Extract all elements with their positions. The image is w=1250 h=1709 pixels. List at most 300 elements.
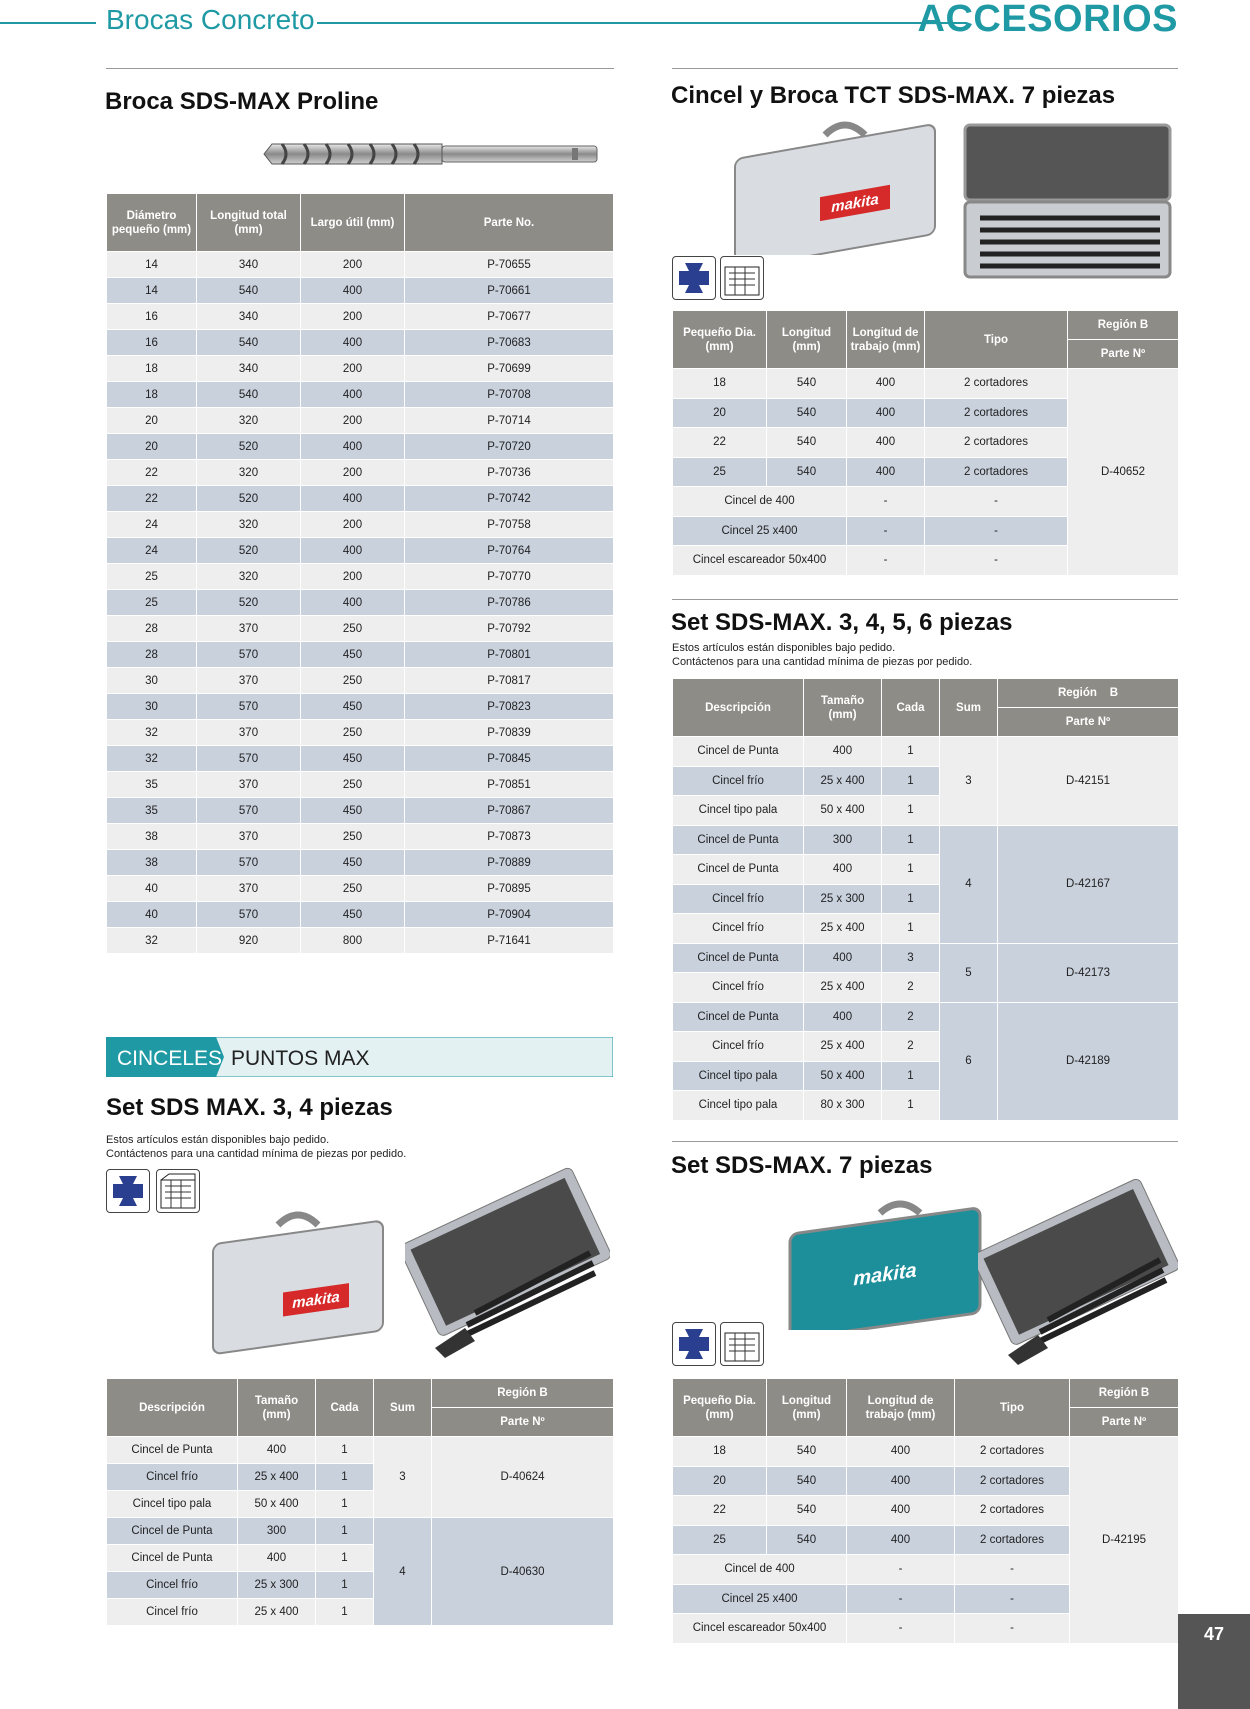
table-cell: 22 xyxy=(107,486,197,512)
table-cell: - xyxy=(847,1614,955,1644)
table-cell: - xyxy=(847,1584,955,1614)
table-cell: P-70845 xyxy=(405,746,614,772)
set34-table xyxy=(106,1378,614,1626)
table-header-row xyxy=(107,194,614,252)
table-cell: 400 xyxy=(238,1437,316,1464)
proline-table xyxy=(106,193,614,954)
table-cell: 540 xyxy=(767,369,847,399)
table-cell: - xyxy=(925,546,1068,576)
table-cell: 370 xyxy=(197,772,301,798)
table-row xyxy=(107,720,614,746)
table-cell: 540 xyxy=(767,1525,847,1555)
table-cell: 570 xyxy=(197,694,301,720)
table-cell: - xyxy=(955,1614,1070,1644)
table-cell: 16 xyxy=(107,304,197,330)
table-row xyxy=(673,1437,1179,1467)
table-cell: 400 xyxy=(301,486,405,512)
table-row xyxy=(673,825,1179,855)
table-cell: 2 xyxy=(882,1032,940,1062)
table-cell: 40 xyxy=(107,876,197,902)
table-cell: 2 xyxy=(882,973,940,1003)
table-cell: - xyxy=(925,516,1068,546)
table-cell: 24 xyxy=(107,512,197,538)
table-cell: 320 xyxy=(197,512,301,538)
table-cell: 450 xyxy=(301,798,405,824)
table-row xyxy=(673,1002,1179,1032)
table-cell: - xyxy=(847,1555,955,1585)
table-cell: 400 xyxy=(847,1437,955,1467)
table-cell: 540 xyxy=(767,1437,847,1467)
open-case-image xyxy=(405,1163,610,1363)
table-cell: 400 xyxy=(847,398,925,428)
col-header: Sum xyxy=(374,1379,432,1437)
col-header: Pequeño Dia. (mm) xyxy=(673,311,767,369)
table-cell: 400 xyxy=(847,428,925,458)
table-cell: - xyxy=(847,546,925,576)
col-header: Tamaño (mm) xyxy=(238,1379,316,1437)
table-cell: 520 xyxy=(197,590,301,616)
table-cell: 20 xyxy=(107,434,197,460)
table-cell: Cincel de Punta xyxy=(107,1437,238,1464)
table-cell: 570 xyxy=(197,642,301,668)
table-cell: 25 x 300 xyxy=(804,884,882,914)
table-cell: 32 xyxy=(107,720,197,746)
table-cell: 250 xyxy=(301,720,405,746)
table-cell: 1 xyxy=(882,1061,940,1091)
table-cell: D-40624 xyxy=(432,1437,614,1518)
table-cell: 320 xyxy=(197,408,301,434)
table-cell: 570 xyxy=(197,798,301,824)
table-cell: 340 xyxy=(197,356,301,382)
table-cell: P-70708 xyxy=(405,382,614,408)
table-row xyxy=(107,746,614,772)
table-cell: 25 x 300 xyxy=(238,1572,316,1599)
table-cell: P-70764 xyxy=(405,538,614,564)
table-row xyxy=(107,668,614,694)
table-cell: 300 xyxy=(804,825,882,855)
cinceles-banner xyxy=(106,1037,613,1077)
table-cell: 18 xyxy=(673,1437,767,1467)
table-cell: 400 xyxy=(301,434,405,460)
table-cell: 30 xyxy=(107,668,197,694)
page-number xyxy=(1178,1614,1250,1709)
table-cell: Cincel de Punta xyxy=(673,855,804,885)
table-cell: 2 cortadores xyxy=(925,428,1068,458)
table-cell: 50 x 400 xyxy=(804,796,882,826)
table-cell: 25 xyxy=(107,564,197,590)
table-cell: P-70839 xyxy=(405,720,614,746)
table-cell: 1 xyxy=(316,1491,374,1518)
silver-case-image xyxy=(730,115,940,255)
table-cell: 540 xyxy=(767,428,847,458)
table-cell: 200 xyxy=(301,304,405,330)
table-cell: 200 xyxy=(301,408,405,434)
col-header: Cada xyxy=(882,679,940,737)
table-cell: 18 xyxy=(107,356,197,382)
table-row xyxy=(107,772,614,798)
table-cell: 22 xyxy=(107,460,197,486)
proline-title: Broca SDS-MAX Proline xyxy=(105,88,379,115)
table-row xyxy=(107,434,614,460)
note-line: Estos artículos están disponibles bajo pedido. xyxy=(672,642,896,654)
table-cell: Cincel de Punta xyxy=(107,1518,238,1545)
table-cell: 200 xyxy=(301,460,405,486)
table-cell: P-70720 xyxy=(405,434,614,460)
col-header: Tipo xyxy=(925,311,1068,369)
table-cell: Cincel frío xyxy=(673,884,804,914)
table-cell: 370 xyxy=(197,876,301,902)
table-cell: 20 xyxy=(673,398,767,428)
table-header-row xyxy=(673,311,1179,340)
table-row xyxy=(107,460,614,486)
table-cell: 2 xyxy=(882,1002,940,1032)
table-cell: 25 x 400 xyxy=(238,1464,316,1491)
table-cell: - xyxy=(955,1584,1070,1614)
table-cell: 35 xyxy=(107,798,197,824)
col-header: Largo útil (mm) xyxy=(301,194,405,252)
table-cell: 400 xyxy=(301,382,405,408)
table-cell: 400 xyxy=(847,1466,955,1496)
table-row xyxy=(107,798,614,824)
table-cell: Cincel tipo pala xyxy=(673,1061,804,1091)
table-cell: 18 xyxy=(107,382,197,408)
table-row xyxy=(107,304,614,330)
table-cell: Cincel de Punta xyxy=(673,737,804,767)
note-line: Contáctenos para una cantidad mínima de piezas por pedido. xyxy=(672,656,973,668)
table-cell: P-70786 xyxy=(405,590,614,616)
table-cell: 400 xyxy=(301,278,405,304)
set3456-note xyxy=(672,641,972,669)
table-cell: Cincel de Punta xyxy=(673,825,804,855)
table-cell: 3 xyxy=(882,943,940,973)
table-cell: 400 xyxy=(847,457,925,487)
concrete-material-icon xyxy=(156,1169,200,1213)
table-cell: P-70817 xyxy=(405,668,614,694)
table-cell: 2 cortadores xyxy=(955,1496,1070,1526)
table-cell: 400 xyxy=(804,855,882,885)
table-cell: Cincel escareador 50x400 xyxy=(673,546,847,576)
table-cell: 25 xyxy=(673,1525,767,1555)
col-header: Tipo xyxy=(955,1379,1070,1437)
table-row xyxy=(107,590,614,616)
table-row xyxy=(107,356,614,382)
table-cell: 1 xyxy=(316,1464,374,1491)
table-cell: 14 xyxy=(107,278,197,304)
table-cell: P-70661 xyxy=(405,278,614,304)
table-cell: 450 xyxy=(301,642,405,668)
table-cell: 35 xyxy=(107,772,197,798)
table-cell: 38 xyxy=(107,850,197,876)
table-row xyxy=(107,902,614,928)
table-cell: 2 cortadores xyxy=(925,398,1068,428)
table-row xyxy=(107,512,614,538)
table-cell: 320 xyxy=(197,564,301,590)
table-row xyxy=(107,252,614,278)
table-cell: 25 x 400 xyxy=(804,973,882,1003)
table-cell: Cincel de 400 xyxy=(673,1555,847,1585)
makita-logo: makita xyxy=(853,1259,917,1291)
banner-left-text: CINCELES xyxy=(117,1047,223,1070)
table-cell: Cincel frío xyxy=(107,1599,238,1626)
table-row xyxy=(107,1518,614,1545)
table-cell: 400 xyxy=(301,590,405,616)
concrete-material-icon xyxy=(720,256,764,300)
col-header: Longitud (mm) xyxy=(767,1379,847,1437)
table-cell: 1 xyxy=(882,884,940,914)
table-cell: P-70867 xyxy=(405,798,614,824)
col-header: Región B xyxy=(1068,311,1179,340)
table-cell: Cincel frío xyxy=(673,766,804,796)
table-row xyxy=(107,564,614,590)
table-cell: 2 cortadores xyxy=(955,1466,1070,1496)
table-row xyxy=(673,943,1179,973)
table-cell: 400 xyxy=(847,1496,955,1526)
table-cell: 25 x 400 xyxy=(804,1032,882,1062)
table-cell: 1 xyxy=(316,1437,374,1464)
table-cell: Cincel frío xyxy=(107,1572,238,1599)
table-cell: Cincel tipo pala xyxy=(673,796,804,826)
table-cell: P-70736 xyxy=(405,460,614,486)
table-cell: Cincel tipo pala xyxy=(107,1491,238,1518)
table-cell: 540 xyxy=(767,1466,847,1496)
col-header: Parte Nº xyxy=(1068,340,1179,369)
table-cell: - xyxy=(955,1555,1070,1585)
table-cell: 920 xyxy=(197,928,301,954)
table-cell: 400 xyxy=(804,737,882,767)
table-cell: P-70677 xyxy=(405,304,614,330)
table-cell: 570 xyxy=(197,902,301,928)
table-cell: 16 xyxy=(107,330,197,356)
table-cell: 25 x 400 xyxy=(238,1599,316,1626)
table-header-row xyxy=(673,1379,1179,1408)
table-cell: 400 xyxy=(238,1545,316,1572)
table-cell: 32 xyxy=(107,928,197,954)
table-cell: Cincel escareador 50x400 xyxy=(673,1614,847,1644)
table-cell: 3 xyxy=(374,1437,432,1518)
table-cell: P-70742 xyxy=(405,486,614,512)
table-cell: 4 xyxy=(940,825,998,943)
table-cell: D-42151 xyxy=(998,737,1179,826)
table-cell: 50 x 400 xyxy=(804,1061,882,1091)
col-header: Región B xyxy=(432,1379,614,1408)
table-cell: 540 xyxy=(197,330,301,356)
table-header-row xyxy=(673,679,1179,708)
table-cell: 28 xyxy=(107,642,197,668)
section-rule xyxy=(672,1141,1178,1142)
table-cell: 400 xyxy=(804,1002,882,1032)
header-line-left xyxy=(0,22,96,24)
table-cell: 540 xyxy=(767,457,847,487)
makita-logo: makita xyxy=(831,190,879,217)
table-row xyxy=(107,616,614,642)
col-header: Región B xyxy=(1070,1379,1179,1408)
table-cell: 38 xyxy=(107,824,197,850)
table-row xyxy=(107,642,614,668)
table-cell: 6 xyxy=(940,1002,998,1120)
table-cell: 22 xyxy=(673,428,767,458)
set34-title: Set SDS MAX. 3, 4 piezas xyxy=(106,1094,393,1121)
col-header: Longitud de trabajo (mm) xyxy=(847,1379,955,1437)
silver-case-image xyxy=(208,1205,388,1360)
table-cell: 520 xyxy=(197,538,301,564)
table-cell: 2 cortadores xyxy=(955,1525,1070,1555)
sds-max-shank-icon xyxy=(672,1322,716,1366)
table-cell: 300 xyxy=(238,1518,316,1545)
region-code: B xyxy=(1109,687,1119,699)
col-header: Diámetro pequeño (mm) xyxy=(107,194,197,252)
table-cell: 250 xyxy=(301,616,405,642)
table-row xyxy=(107,278,614,304)
set7-title: Set SDS-MAX. 7 piezas xyxy=(671,1152,933,1179)
table-cell: 450 xyxy=(301,902,405,928)
table-row xyxy=(107,850,614,876)
table-cell: 370 xyxy=(197,720,301,746)
table-cell: - xyxy=(847,487,925,517)
table-cell: Cincel de Punta xyxy=(107,1545,238,1572)
page-number-text: 47 xyxy=(1203,1624,1225,1644)
header-line-right xyxy=(317,22,967,24)
table-cell: 25 x 400 xyxy=(804,914,882,944)
table-cell: 22 xyxy=(673,1496,767,1526)
table-cell: P-70770 xyxy=(405,564,614,590)
note-line: Estos artículos están disponibles bajo pedido. xyxy=(106,1134,330,1146)
banner-right-text: PUNTOS MAX xyxy=(231,1047,370,1070)
table-cell: 800 xyxy=(301,928,405,954)
table-cell: 14 xyxy=(107,252,197,278)
table-cell: 2 cortadores xyxy=(925,457,1068,487)
table-cell: 570 xyxy=(197,850,301,876)
col-header: Pequeño Dia. (mm) xyxy=(673,1379,767,1437)
table-cell: Cincel frío xyxy=(673,914,804,944)
table-cell: 40 xyxy=(107,902,197,928)
table-row xyxy=(107,876,614,902)
table-cell: D-42173 xyxy=(998,943,1179,1002)
table-row xyxy=(107,694,614,720)
teal-case-image xyxy=(785,1195,985,1330)
tct7-table xyxy=(672,310,1179,576)
table-cell: Cincel frío xyxy=(673,1032,804,1062)
table-cell: 400 xyxy=(301,538,405,564)
table-header-row xyxy=(107,1379,614,1408)
table-cell: 200 xyxy=(301,356,405,382)
table-cell: 2 cortadores xyxy=(955,1437,1070,1467)
table-cell: 250 xyxy=(301,668,405,694)
table-cell: P-70851 xyxy=(405,772,614,798)
table-cell: D-42189 xyxy=(998,1002,1179,1120)
table-cell: 520 xyxy=(197,434,301,460)
table-cell: 5 xyxy=(940,943,998,1002)
table-cell: 540 xyxy=(197,382,301,408)
table-cell: 370 xyxy=(197,668,301,694)
table-cell: 25 xyxy=(673,457,767,487)
section-rule xyxy=(106,68,614,69)
table-cell: P-70758 xyxy=(405,512,614,538)
section-rule xyxy=(672,68,1178,69)
table-cell: 20 xyxy=(673,1466,767,1496)
table-cell: P-70889 xyxy=(405,850,614,876)
table-cell: 250 xyxy=(301,876,405,902)
table-cell: 28 xyxy=(107,616,197,642)
table-cell: Cincel frío xyxy=(107,1464,238,1491)
table-cell: 80 x 300 xyxy=(804,1091,882,1121)
table-cell: 1 xyxy=(882,796,940,826)
col-header: Descripción xyxy=(673,679,804,737)
table-row xyxy=(107,1437,614,1464)
table-cell: 18 xyxy=(673,369,767,399)
table-cell: 50 x 400 xyxy=(238,1491,316,1518)
table-cell: P-70714 xyxy=(405,408,614,434)
table-cell: Cincel de Punta xyxy=(673,1002,804,1032)
drill-bit-image xyxy=(262,138,598,172)
table-cell: 400 xyxy=(847,369,925,399)
table-cell: 540 xyxy=(197,278,301,304)
col-header: Cada xyxy=(316,1379,374,1437)
table-cell: 3 xyxy=(940,737,998,826)
region-label: Región xyxy=(1057,687,1097,699)
table-cell: Cincel de 400 xyxy=(673,487,847,517)
makita-logo: makita xyxy=(292,1288,340,1313)
col-header: Parte Nº xyxy=(432,1408,614,1437)
set3456-title: Set SDS-MAX. 3, 4, 5, 6 piezas xyxy=(671,609,1013,636)
table-cell: 340 xyxy=(197,252,301,278)
set3456-table xyxy=(672,678,1179,1121)
table-cell: 25 xyxy=(107,590,197,616)
concrete-material-icon xyxy=(720,1322,764,1366)
table-cell: Cincel de Punta xyxy=(673,943,804,973)
table-cell: 30 xyxy=(107,694,197,720)
table-cell: D-40652 xyxy=(1068,369,1179,576)
table-cell: 340 xyxy=(197,304,301,330)
col-header xyxy=(998,679,1179,708)
table-cell: 540 xyxy=(767,1496,847,1526)
table-cell: 400 xyxy=(847,1525,955,1555)
table-cell: 450 xyxy=(301,694,405,720)
tct7-title: Cincel y Broca TCT SDS-MAX. 7 piezas xyxy=(671,82,1116,109)
table-cell: 1 xyxy=(316,1545,374,1572)
table-cell: D-40630 xyxy=(432,1518,614,1626)
col-header: Parte Nº xyxy=(1070,1408,1179,1437)
table-row xyxy=(107,330,614,356)
note-line: Contáctenos para una cantidad mínima de piezas por pedido. xyxy=(106,1148,407,1160)
table-cell: 320 xyxy=(197,460,301,486)
table-cell: 200 xyxy=(301,252,405,278)
table-cell: 1 xyxy=(882,1091,940,1121)
table-cell: 32 xyxy=(107,746,197,772)
category-title: ACCESORIOS xyxy=(917,0,1178,40)
table-cell: 370 xyxy=(197,824,301,850)
section-title: Brocas Concreto xyxy=(106,4,315,35)
table-cell: P-70683 xyxy=(405,330,614,356)
open-case-image xyxy=(960,120,1178,290)
table-cell: 1 xyxy=(316,1518,374,1545)
table-cell: 370 xyxy=(197,616,301,642)
table-cell: 450 xyxy=(301,850,405,876)
col-header: Parte No. xyxy=(405,194,614,252)
table-cell: Cincel 25 x400 xyxy=(673,516,847,546)
table-cell: P-70823 xyxy=(405,694,614,720)
table-cell: 450 xyxy=(301,746,405,772)
table-cell: P-70655 xyxy=(405,252,614,278)
table-cell: Cincel tipo pala xyxy=(673,1091,804,1121)
table-cell: 20 xyxy=(107,408,197,434)
table-row xyxy=(107,486,614,512)
table-cell: 2 cortadores xyxy=(925,369,1068,399)
table-cell: 400 xyxy=(301,330,405,356)
table-cell: P-70792 xyxy=(405,616,614,642)
table-cell: P-70699 xyxy=(405,356,614,382)
table-row xyxy=(107,824,614,850)
set7-table xyxy=(672,1378,1179,1644)
